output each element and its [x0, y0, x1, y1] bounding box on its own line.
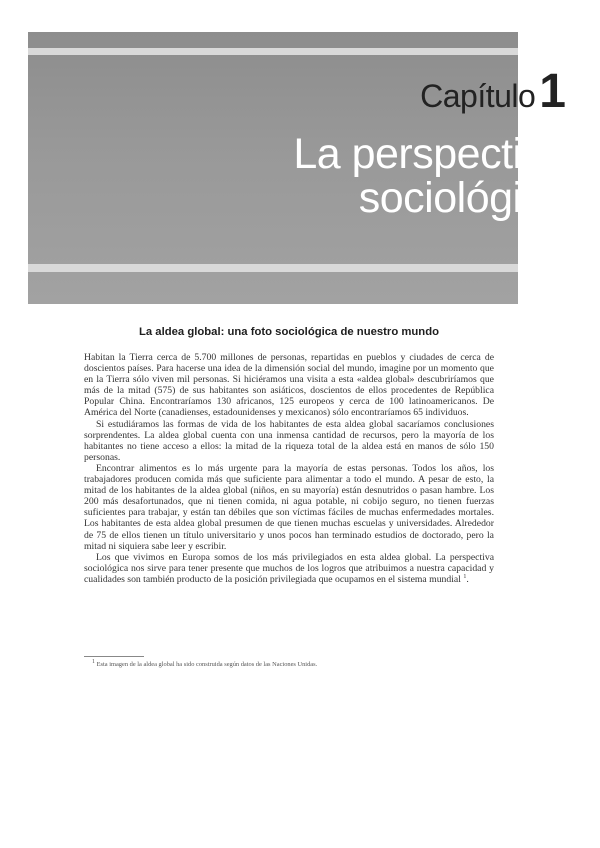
chapter-title — [293, 132, 566, 220]
paragraph-4: Los que vivimos en Europa somos de los más privilegiados en esta aldea global. La perspectiva sociológica nos sirve para tener presente que muchos de los logros que atribuimos a nuestra capacidad y cualidades son también producto de la posición privilegiada que ocupamos en el sistema mundial $^1$. — [84, 551, 494, 585]
paragraph-2: Si estudiáramos las formas de vida de los habitantes de esta aldea global sacaríamos conclusiones sorprendentes. La aldea global cuenta con una inmensa cantidad de recursos, pero la mayoría de los habitantes no tiene acceso a ellos: la mitad de la riqueza total de la aldea está en manos de sólo 150 personas. — [84, 418, 494, 463]
paragraph-4-text: Los que vivimos en Europa somos de los más privilegiados en esta aldea global. La perspectiva sociológica nos sirve para tener presente que muchos de los logros que atribuimos a nuestra capacidad y cualidades son también producto de la posición privilegiada que ocupamos en el sistema mundial — [84, 551, 494, 585]
chapter-word: Capítulo — [420, 78, 536, 114]
footnote-marker: 1 — [92, 658, 95, 665]
section-heading: La aldea global: una foto sociológica de nuestro mundo — [138, 326, 440, 338]
footnote-text: Esta imagen de la aldea global ha sido construida según datos de las Naciones Unidas. — [96, 661, 318, 668]
footnote-reference: 1 — [463, 573, 467, 580]
banner-top-stripe — [28, 48, 518, 55]
footnote-divider — [84, 656, 144, 657]
chapter-number: 1 — [539, 65, 566, 118]
paragraph-1: Habitan la Tierra cerca de 5.700 millones de personas, repartidas en pueblos y ciudades de cerca de doscientos países. Para hacerse una idea de la dimensión social del mundo, imagine por un momento que en la Tierra sólo viven mil personas. Si hiciéramos una visita a esta «aldea global» descubriríamos que más de la mitad (575) de sus habitantes son asiáticos, doscientos de ellos procedentes de República Popular China. Encontraríamos 130 africanos, 125 europeos y cerca de 100 latinoamericanos. De América del Norte (canadienses, estadounidenses y mexicanos) sólo encontraríamos 65 individuos. — [84, 352, 494, 419]
footnote — [92, 658, 492, 668]
paragraph-3: Encontrar alimentos es lo más urgente para la mayoría de estas personas. Todos los años, los trabajadores producen comida más que suficiente para alimentar a todo el mundo. A pesar de esto, la mitad de los habitantes de la aldea global (niños, en su mayoría) están desnutridos o pasan hambre. Los 200 más desafortunados, que ni tienen comida, ni agua potable, ni cobijo seguro, no tienen fuerzas suficientes para trabajar, y están tan débiles que son víctimas fáciles de muchas enfermedades mortales. Los habitantes de esta aldea global presumen de que tienen muchas escuelas y universidades. Alrededor de 75 de ellos tienen un título universitario y unos pocos han terminado estudios de doctorado, pero la mitad ni siquiera sabe leer y escribir. — [84, 462, 494, 552]
chapter-title-line-2: sociológica — [358, 174, 566, 222]
chapter-label — [420, 64, 566, 119]
chapter-title-line-1: La perspectiva — [293, 130, 566, 178]
body-text — [84, 352, 494, 585]
banner-bottom-stripe — [28, 264, 518, 272]
